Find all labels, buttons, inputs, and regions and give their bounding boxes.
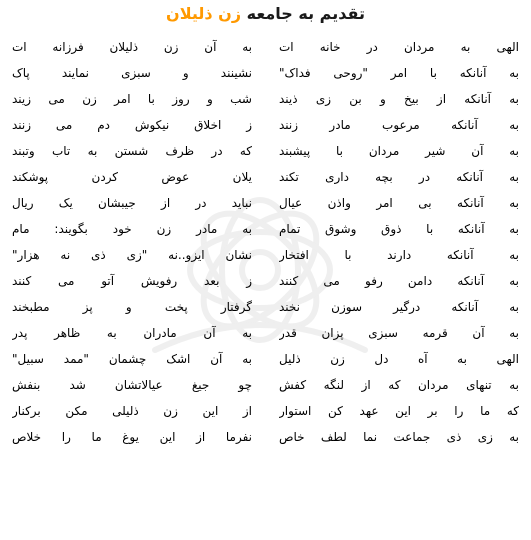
- verse: ز اخلاق نیکوش دم می زنند: [12, 118, 252, 132]
- poem-left-column: [12, 34, 252, 450]
- verse: به آنانکه دارند با افتخار: [279, 248, 519, 262]
- verse: نباید در از جیبشان یک ریال: [12, 196, 252, 210]
- verse: که در ظرف شستن به تاب وتبند: [12, 144, 252, 158]
- page-title: [0, 3, 531, 25]
- verse: به آنانکه بی امر واذن عیال: [279, 196, 519, 210]
- verse: به آن زن ذلیلان فرزانه ات: [12, 40, 252, 54]
- verse: به آنانکه با امر "روحی فداک": [279, 66, 519, 80]
- verse: نشان ایزو..نه "زی ذی نه هزار": [12, 248, 252, 262]
- verse: به آن مادران به ظاهر پدر: [12, 326, 252, 340]
- verse: که ما را بر این عهد کن استوار: [279, 404, 519, 418]
- verse: به زی ذی جماعت نما لطف خاص: [279, 430, 519, 444]
- verse: به آن قرمه سبزی پزان قدر: [279, 326, 519, 340]
- verse: نفرما از این یوغ ما را خلاص: [12, 430, 252, 444]
- verse: به آنانکه درگیر سوزن نخند: [279, 300, 519, 314]
- verse: گرفتار پخت و پز مطبخند: [12, 300, 252, 314]
- verse: به آنانکه از بیخ و بن زی ذیند: [279, 92, 519, 106]
- title-prefix: تقدیم به جامعه: [246, 4, 365, 23]
- verse: یلان عوض کردن پوشکند: [12, 170, 252, 184]
- verse: ز بعد رفویش آتو می کنند: [12, 274, 252, 288]
- verse: الهی به مردان در خانه ات: [279, 40, 519, 54]
- verse: به تنهای مردان که از لنگه کفش: [279, 378, 519, 392]
- verse: چو جیغ عیالاتشان شد بنفش: [12, 378, 252, 392]
- verse: به آنانکه در بچه داری تکند: [279, 170, 519, 184]
- verse: به آنانکه دامن رفو می کنند: [279, 274, 519, 288]
- verse: به آن شیر مردان با پیشبند: [279, 144, 519, 158]
- title-accent: زن ذلیلان: [166, 4, 242, 23]
- verse: به آنانکه با ذوق وشوق تمام: [279, 222, 519, 236]
- verse: نشینند و سبزی نمایند پاک: [12, 66, 252, 80]
- verse: الهی به آه دل زن ذلیل: [279, 352, 519, 366]
- verse: به آنانکه مرعوب مادر زنند: [279, 118, 519, 132]
- poem-right-column: [279, 34, 519, 450]
- verse: شب و روز با امر زن می زیند: [12, 92, 252, 106]
- verse: از این زن ذلیلی مکن برکنار: [12, 404, 252, 418]
- verse: به آن اشک چشمان "ممد سبیل": [12, 352, 252, 366]
- verse: به مادر زن خود بگویند: مام: [12, 222, 252, 236]
